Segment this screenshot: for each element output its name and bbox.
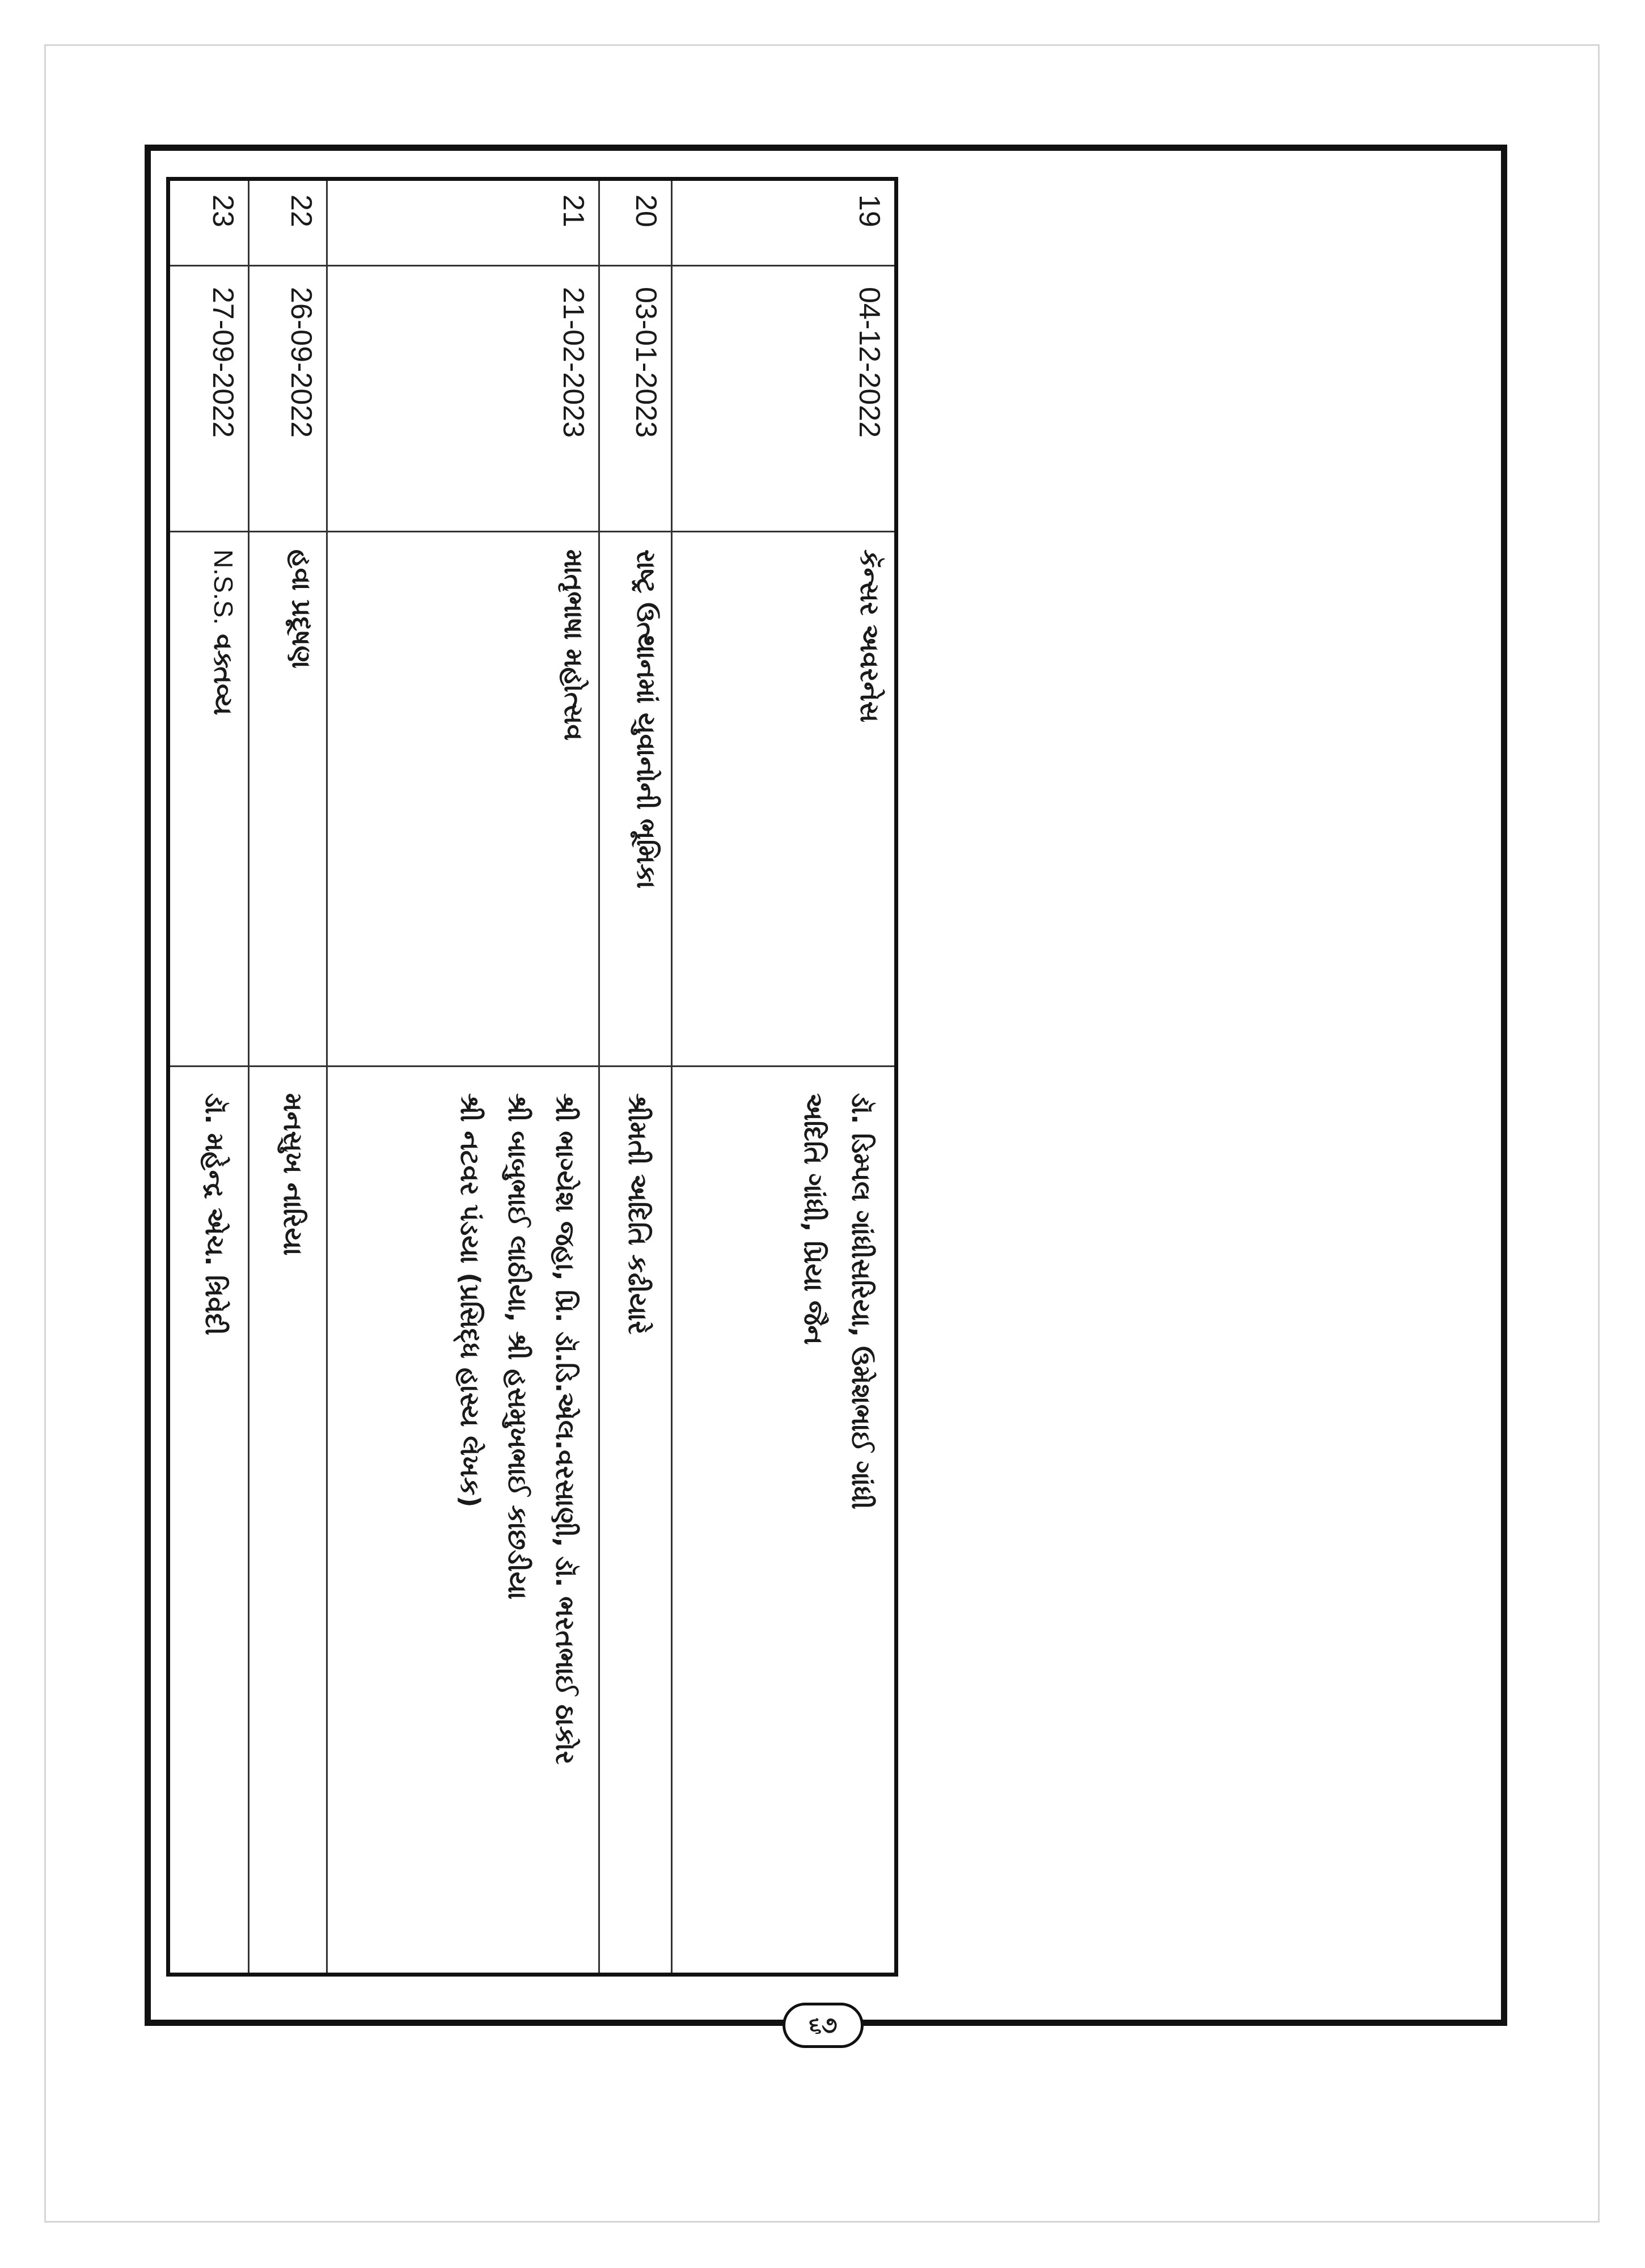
row-speakers — [168, 1067, 249, 1975]
table-row — [672, 179, 896, 1975]
row-topic: માતૃભાષા મહોત્સવ — [327, 532, 599, 1067]
row-number: 21 — [327, 179, 599, 266]
row-date: 03-01-2023 — [599, 266, 672, 532]
table-row — [168, 179, 249, 1975]
speaker-line: મનસુખ નારિયા — [278, 1093, 308, 1256]
rotated-table-container — [170, 177, 898, 1977]
row-speakers — [672, 1067, 896, 1975]
row-topic: કૅન્સર અવરનેસ — [672, 532, 896, 1067]
speaker-line: શ્રી ભાગ્યેશ જહા, પ્રિ. ડૉ.ડિ.એલ.વરસાણી, ડૉ. ભરતભાઈ ઠાકોર — [550, 1093, 581, 1765]
row-topic: હવા પ્રદૂષણ — [249, 532, 327, 1067]
row-number: 23 — [168, 179, 249, 266]
row-speakers — [327, 1067, 599, 1975]
row-topic: રાષ્ટ્ર ઉત્થાનમાં યુવાનોની ભૂમિકા — [599, 532, 672, 1067]
row-date: 04-12-2022 — [672, 266, 896, 532]
table-row — [327, 179, 599, 1975]
speaker-line: ડૉ. મહેન્દ્ર એચ. ત્રિવેદી — [200, 1093, 230, 1336]
row-date: 27-09-2022 — [168, 266, 249, 532]
row-date: 26-09-2022 — [249, 266, 327, 532]
table-row — [599, 179, 672, 1975]
speaker-line: ડૉ. ડિમ્પલ ગાંધીસરિયા, ઉમેશભાઈ ગાંધી — [846, 1093, 877, 1510]
speaker-line: અદિતિ ગાંધી, પ્રિયા જૈન — [798, 1093, 829, 1345]
row-number: 19 — [672, 179, 896, 266]
row-number: 22 — [249, 179, 327, 266]
row-number: 20 — [599, 179, 672, 266]
table-row — [249, 179, 327, 1975]
speaker-line: શ્રી બાબુભાઈ લાઠીયા, શ્રી હસમુખભાઈ કાછડીયા — [502, 1093, 533, 1600]
topic-latin-prefix: N.S.S. — [209, 549, 238, 625]
events-table — [166, 177, 898, 1977]
speaker-line: શ્રી નટવર પંડયા (પ્રસિદ્ધ હાસ્ય લેખક) — [455, 1093, 485, 1508]
row-date: 21-02-2023 — [327, 266, 599, 532]
row-speakers — [249, 1067, 327, 1975]
topic-text: વક્તવ્ય — [208, 624, 239, 716]
speaker-line: શ્રીમતી અદિતિ કઢીયારે — [623, 1093, 653, 1335]
row-topic — [168, 532, 249, 1067]
row-speakers — [599, 1067, 672, 1975]
page-number: ૬૭ — [783, 2003, 864, 2048]
